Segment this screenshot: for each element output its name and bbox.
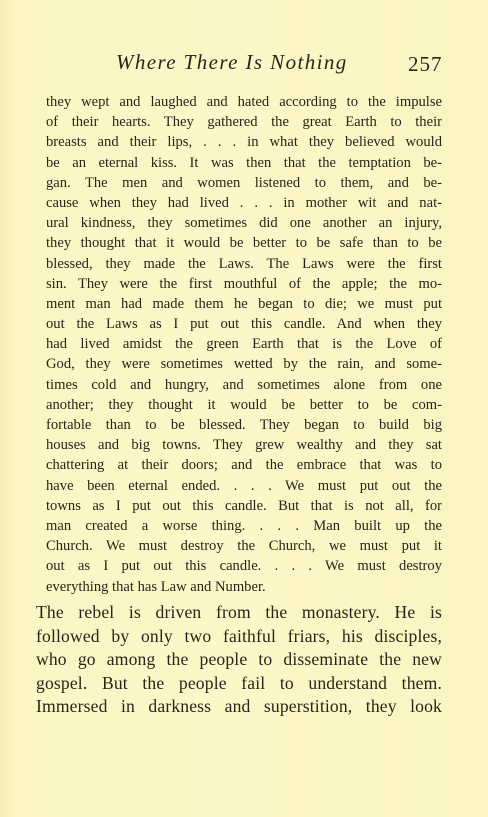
quote-line: another; they thought it would be better to be com-	[46, 396, 442, 413]
quote-line: God, they were sometimes wetted by the rain, and some-	[46, 356, 442, 373]
quote-line: times cold and hungry, and sometimes alone from one	[46, 376, 442, 393]
quote-line: houses and big towns. They grew wealthy and they sat	[46, 437, 442, 454]
quote-line: gan. The men and women listened to them, and be-	[46, 174, 442, 191]
quote-line: be an eternal kiss. It was then that the temptation be-	[46, 154, 442, 171]
running-title: Where There Is Nothing	[116, 50, 348, 74]
quote-line: out the Laws as I put out this candle. And when they	[46, 316, 442, 333]
quote-line: everything that has Law and Number.	[46, 578, 266, 595]
quote-line: out as I put out this candle. . . . We must destroy	[46, 558, 442, 575]
page-header	[0, 50, 488, 80]
quote-line: of their hearts. They gathered the great Earth to their	[46, 114, 442, 131]
quote-line: they wept and laughed and hated according to the impulse	[46, 94, 442, 110]
commentary-line: The rebel is driven from the monastery. He is	[36, 602, 442, 622]
commentary-line: who go among the people to disseminate the new	[36, 649, 442, 669]
commentary-line: Immersed in darkness and superstition, they look	[36, 696, 442, 716]
quote-line: chattering at their doors; and the embrace that was to	[46, 457, 442, 474]
commentary-line: followed by only two faithful friars, his disciples,	[36, 625, 442, 646]
quote-line: they thought that it would be better to be safe than to be	[46, 235, 442, 252]
commentary-paragraph	[36, 601, 442, 719]
quote-line: breasts and their lips, . . . in what they believed would	[46, 134, 442, 151]
page-number: 257	[408, 52, 443, 76]
quote-line: had lived amidst the green Earth that is the Love of	[46, 336, 442, 353]
quote-line: have been eternal ended. . . . We must put out the	[46, 477, 442, 494]
quoted-passage	[46, 92, 442, 597]
quote-line: fortable than to be blessed. They began to build big	[46, 417, 442, 433]
commentary-line: gospel. But the people fail to understand them.	[36, 672, 442, 693]
quote-line: blessed, they made the Laws. The Laws were the first	[46, 255, 442, 272]
quote-line: cause when they had lived . . . in mother wit and nat-	[46, 194, 442, 211]
quote-line: ment man had made them he began to die; we must put	[46, 295, 442, 312]
quote-line: man created a worse thing. . . . Man built up the	[46, 517, 442, 534]
quote-line: Church. We must destroy the Church, we must put it	[46, 538, 442, 555]
quote-line: towns as I put out this candle. But that is not all, for	[46, 497, 442, 514]
quote-line: ural kindness, they sometimes did one another an injury,	[46, 215, 442, 232]
quote-line: sin. They were the first mouthful of the apple; the mo-	[46, 275, 442, 292]
